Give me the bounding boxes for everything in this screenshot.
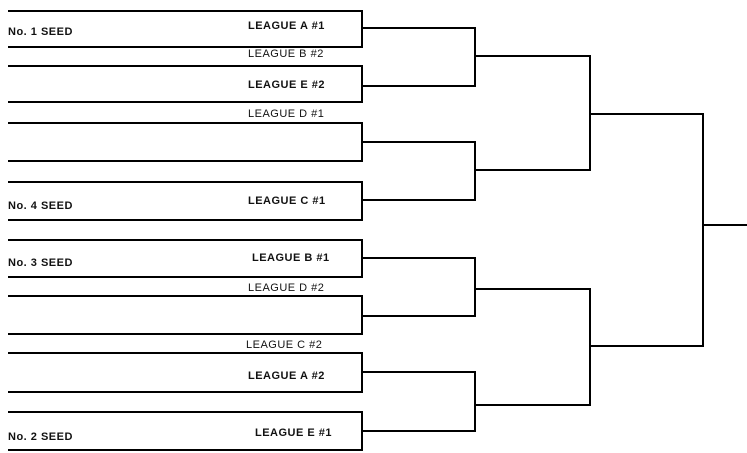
team-label-league-b-2: LEAGUE B #2 [248, 48, 324, 60]
slot-6 [8, 296, 362, 334]
team-label-league-a-2: LEAGUE A #2 [248, 370, 325, 382]
team-label-league-e-2: LEAGUE E #2 [248, 79, 326, 91]
final-connector [590, 114, 703, 346]
r2-connector-3 [362, 258, 475, 316]
sf-connector-1 [475, 56, 590, 170]
seed-label-3: No. 3 SEED [8, 257, 73, 269]
r2-connector-1 [362, 28, 475, 86]
team-label-league-a-1: LEAGUE A #1 [248, 20, 325, 32]
r2-connector-4 [362, 372, 475, 431]
sf-connector-2 [475, 289, 590, 405]
slot-3 [8, 123, 362, 161]
seed-label-2: No. 2 SEED [8, 431, 73, 443]
seed-label-1: No. 1 SEED [8, 26, 73, 38]
team-label-league-b-1: LEAGUE B #1 [252, 252, 330, 264]
team-label-league-c-2: LEAGUE C #2 [246, 339, 323, 351]
team-label-league-e-1: LEAGUE E #1 [255, 427, 333, 439]
seed-label-4: No. 4 SEED [8, 200, 73, 212]
team-label-league-c-1: LEAGUE C #1 [248, 195, 326, 207]
team-label-league-d-1: LEAGUE D #1 [248, 108, 325, 120]
team-label-league-d-2: LEAGUE D #2 [248, 282, 325, 294]
r2-connector-2 [362, 142, 475, 200]
